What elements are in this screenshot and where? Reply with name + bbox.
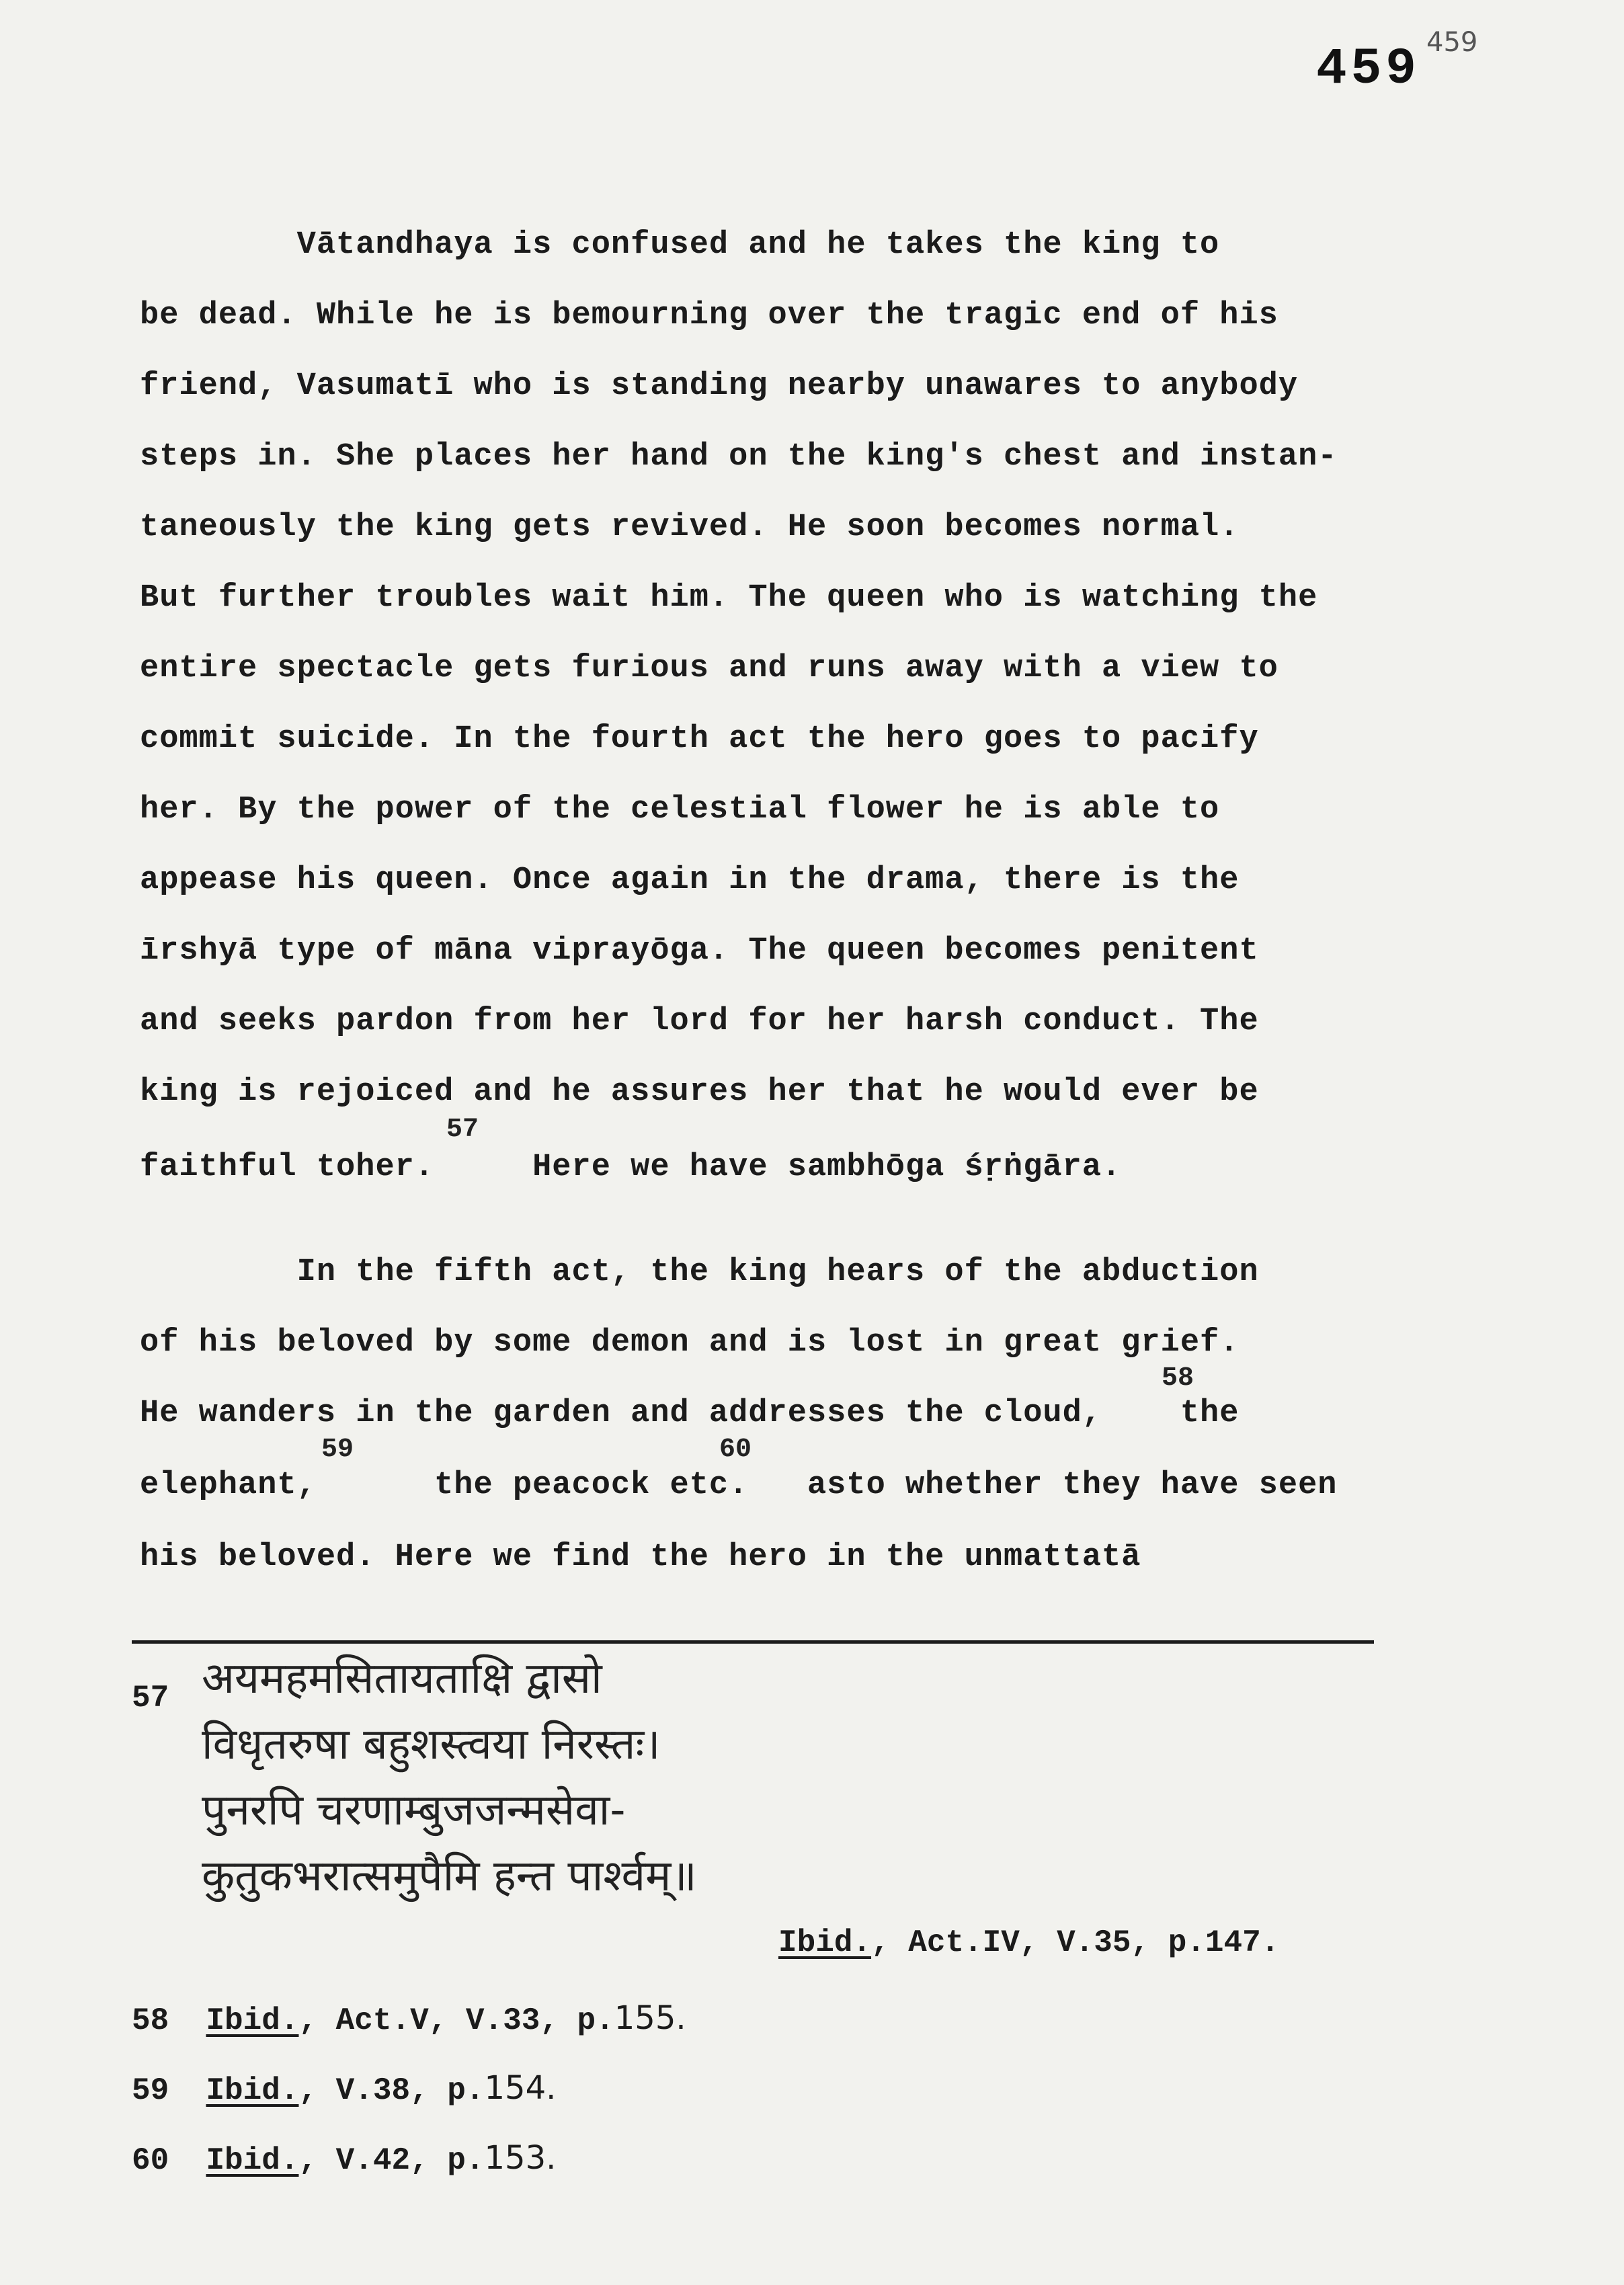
text-line: be dead. While he is bemourning over the tragic end of his bbox=[140, 298, 1278, 333]
footnote-ref-59: 59 bbox=[321, 1435, 354, 1465]
footnote-number: 58 bbox=[132, 2003, 169, 2038]
ibid-label: Ibid. bbox=[778, 1925, 872, 1960]
footnote-number: 60 bbox=[132, 2143, 169, 2178]
citation-text: , Act.IV, V.35, p.147. bbox=[871, 1925, 1280, 1960]
text-line: He wanders in the garden and addresses the cloud, the bbox=[140, 1396, 1240, 1431]
ibid-label: Ibid. bbox=[206, 2073, 299, 2108]
verse-line: पुनरपि चरणाम्बुजजन्मसेवा- bbox=[202, 1786, 626, 1835]
text-line: appease his queen. Once again in the drama, there is the bbox=[140, 863, 1240, 898]
verse-line: कुतुकभरात्समुपैमि हन्त पार्श्वम्॥ bbox=[202, 1851, 697, 1901]
text-line: steps in. She places her hand on the king's chest and instan- bbox=[140, 439, 1338, 475]
text-line: and seeks pardon from her lord for her harsh conduct. The bbox=[140, 1004, 1259, 1039]
text-line: Vātandhaya is confused and he takes the king to bbox=[140, 227, 1220, 263]
footnote-ref-57: 57 bbox=[446, 1115, 479, 1145]
text-line: of his beloved by some demon and is lost in great grief. bbox=[140, 1325, 1240, 1361]
text-line: his beloved. Here we find the hero in the unmattatā bbox=[140, 1539, 1141, 1575]
citation-text: , V.38, p. bbox=[298, 2073, 485, 2108]
footnote-number: 59 bbox=[132, 2073, 169, 2108]
citation-text: , V.42, p. bbox=[298, 2143, 485, 2178]
text-line: entire spectacle gets furious and runs away with a view to bbox=[140, 651, 1278, 686]
text-line: In the fifth act, the king hears of the abduction bbox=[140, 1254, 1259, 1290]
footnote-line bbox=[132, 2069, 556, 2108]
footnote-citation bbox=[778, 1925, 1279, 1960]
handwritten-page: 153. bbox=[484, 2139, 557, 2177]
text-line: king is rejoiced and he assures her that he would ever be bbox=[140, 1074, 1259, 1110]
text-line: elephant, the peacock etc. asto whether they have seen bbox=[140, 1468, 1338, 1503]
verse-line: अयमहमसितायताक्षि द्वासो bbox=[202, 1654, 602, 1703]
text-line: īrshyā type of māna viprayōga. The queen becomes penitent bbox=[140, 933, 1259, 969]
handwritten-page: 155. bbox=[614, 1999, 686, 2037]
ibid-label: Ibid. bbox=[206, 2143, 299, 2178]
text-line: friend, Vasumatī who is standing nearby unawares to anybody bbox=[140, 368, 1299, 404]
footnote-line bbox=[132, 1999, 686, 2038]
footnote-line bbox=[132, 2139, 556, 2178]
text-line: faithful toher. Here we have sambhōga śṛṅgāra. bbox=[140, 1150, 1122, 1185]
text-line: taneously the king gets revived. He soon becomes normal. bbox=[140, 510, 1240, 545]
handwritten-page: 154. bbox=[484, 2069, 557, 2107]
page-number: 459 bbox=[1316, 40, 1420, 98]
text-line: commit suicide. In the fourth act the hero goes to pacify bbox=[140, 721, 1259, 757]
footnote-divider bbox=[132, 1640, 1374, 1644]
handwritten-page-number: 459 bbox=[1426, 27, 1478, 58]
citation-text: , Act.V, V.33, p. bbox=[298, 2003, 614, 2038]
text-line: her. By the power of the celestial flower he is able to bbox=[140, 792, 1220, 828]
footnote-number: 57 bbox=[132, 1681, 169, 1716]
footnote-ref-58: 58 bbox=[1162, 1363, 1194, 1394]
footnote-ref-60: 60 bbox=[719, 1435, 752, 1465]
verse-line: विधृतरुषा बहुशस्त्वया निरस्तः। bbox=[202, 1720, 661, 1769]
text-line: But further troubles wait him. The queen who is watching the bbox=[140, 580, 1318, 616]
ibid-label: Ibid. bbox=[206, 2003, 299, 2038]
